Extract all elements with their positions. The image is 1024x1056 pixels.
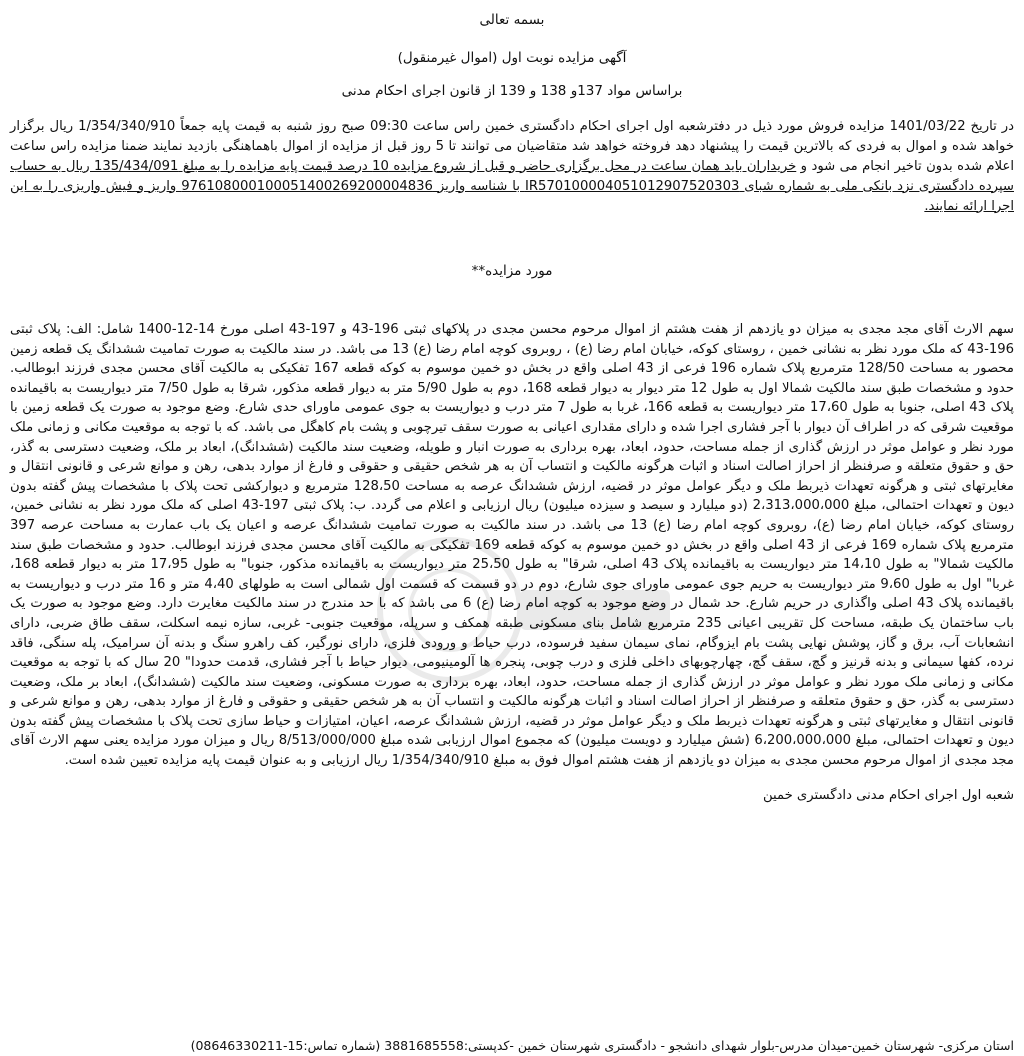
auction-description: سهم الارث آقای مجد مجدی به میزان دو یازدهم از هفت هشتم از اموال مرحوم محسن مجدی در پلاکهای ثبتی 196-43 و 197-43 اصلی مورخ 14-12-1400 شامل: الف: پلاک ثبتی 196-43 که ملک مورد نظر به نشانی خمین ، روستای کوکه، خیابان امام رضا (ع) ، روبروی کوچه امام رضا (ع) 13 می باشد. در سند مالکیت به صورت تمامیت ششدانگ یک قطعه زمین محصور به مساحت 128/50 مترمربع پلاک شماره 196 فرعی از 43 اصلی واقع در بخش دو خمین موسوم به کوکه قطعه 167 تفکیکی به مالکیت آقای محسن مجدی فرزند ابوطالب. حدود و مشخصات طبق سند مالکیت شمالا اول به طول 12 متر دیوار به دیوار قطعه 168، دوم به طول 5/90 متر به دیوار قطعه مذکور، شرقا به طول 7/50 متر دیواریست به باقیمانده پلاک 43 اصلی، جنوبا به طول 17،60 متر دیواریست به قطعه 166، غربا به طول 7 متر درب و دیواریست به جوی عمومی ماورای حدی شارع. وضع موجود به صورت یک قطعه زمین با موقعیت شرقی که در اطراف آن دیوار با آجر فشاری اجرا شده و دارای مقداری اعیانی به صورت سقف تیرچوبی و پشت بام کاهگل می باشد. که با توجه به موقعیت مکانی و زمانی ملک مورد نظر و عوامل موثر در ارزش گذاری از جمله مساحت، حدود، ابعاد، بهره برداری به صورت انبار و طویله، وضعیت سند مالکیت (ششدانگ)، ابعاد بر ملک، وضعیت دسترسی به گذر، حق و حقوق متعلقه و صرفنظر از احراز اصالت اسناد و اثبات هرگونه مالکیت و انتساب آن به هر شخص حقیقی و حقوقی و فارغ از موارد بدهی، رهن و موانع شرعی و قانونی انتقال و مغایرتهای ثبتی و هرگونه تعهدات ذیربط ملک و دیگر عوامل موثر در قضیه، ارزش ششدانگ عرصه به مساحت 128،50 مترمربع و دیوارکشی تحت پلاک با مشخصات پیش گفته بدون دیون و تعهدات احتمالی، مبلغ 2،313،000،000 (دو میلیارد و سیصد و سیزده میلیون) ریال ارزیابی و اعلام می گردد. ب: پلاک ثبتی 197-43 اصلی که ملک مورد نظر به نشانی خمین، روستای کوکه، خیابان امام رضا (ع)، روبروی کوچه امام رضا (ع) 13 می باشد. در سند مالکیت به صورت تمامیت ششدانگ عرصه و اعیان یک باب عمارت به مساحت عرصه 397 مترمربع پلاک شماره 169 فرعی از 43 اصلی واقع در بخش دو خمین موسوم به کوکه قطعه 169 تفکیکی به مالکیت آقای محسن مجدی فرزند ابوطالب. حدود و مشخصات طبق سند مالکیت شمالا" به طول 14،10 متر دیواریست به باقیمانده پلاک 43 اصلی، شرقا" به طول 25،50 متر دیواریست به باقیمانده مذکور، جنوبا" به طول 17،95 متر به دیوار قطعه 168، غربا" اول به طول 9،60 متر دیواریست به حریم جوی عمومی ماورای جوی شارع، دوم در دو قسمت که قسمت اول شمالی است به طولهای 4،40 متر و 16 متر درب و دیواریست به باقیمانده پلاک 43 اصلی واگذاری در حریم شارع. حد شمال در وضع موجود به کوچه امام رضا (ع) 6 می باشد که با حد مندرج در سند مالکیت مغایرت دارد. وضع موجود به صورت یک باب ساختمان یک طبقه، مساحت کل تقریبی اعیانی 235 مترمربع شامل بنای مسکونی طبقه همکف و سرپله، موقعیت جنوبی- غربی، سازه نیمه اسکلت، سقف طاق ضربی، دارای انشعابات آب، برق و گاز، پوشش نهایی پشت بام ایزوگام، نمای سیمان سفید فرسوده، درب حیاط و ورودی فلزی، دارای نورگیر، کف راهرو سنگ و بدنه آن سرامیک، پله سنگی، فاقد نرده، کفها سیمانی و بدنه قرنیز و گچ، سقف گچ، چهارچوبهای داخلی فلزی و درب چوبی، پنجره ها آلومینیومی، دیوار حیاط با آجر فشاری، قدمت حدودا" 20 سال که با توجه به موقعیت مکانی و زمانی ملک مورد نظر و عوامل موثر در ارزش گذاری از جمله مساحت، حدود، ابعاد، بهره برداری به صورت مسکونی، وضعیت سند مالکیت (ششدانگ)، ابعاد بر ملک، وضعیت دسترسی به گذر، حق و حقوق متعلقه و صرفنظر از احراز اصالت اسناد و اثبات هرگونه مالکیت و انتساب آن به هر شخص حقیقی و حقوقی و فارغ از موارد بدهی، رهن و موانع شرعی و قانونی انتقال و مغایرتهای ثبتی و هرگونه تعهدات ذیربط ملک و دیگر عوامل موثر در قضیه، ارزش ششدانگ عرصه، اعیان، امتیازات و حیاط سازی تحت پلاک با مشخصات پیش گفته بدون دیون و تعهدات احتمالی، مبلغ 6،200،000،000 (شش میلیارد و دویست میلیون) که مجموع اموال ارزیابی شده مبلغ 8/513/000/000 ریال و میزان مورد مزایده یعنی سهم الارث آقای مجد مجدی از اموال مرحوم محسن مجدی به میزان دو یازدهم از هفت هشتم اموال فوق به مبلغ 1/354/340/910 ریال ارزیابی و به عنوان قیمت پایه مزایده تعیین شده است. [10,322,1015,769]
notice-title: آگهی مزایده نوبت اول (اموال غیرمنقول) [397,49,627,66]
intro-text: در تاریخ 1401/03/22 مزایده فروش مورد ذیل در دفترشعبه اول اجرای احکام دادگستری خمین راس ساعت 09:30 صبح روز شنبه به قیمت پایه جمعاً 1/354/340/910 ریال برگزار خواهد شده و اموال به فردی که بالاترین قیمت را پیشنهاد دهد فروخته خواهد شد متقاضیان می توانند تا 5 روز قبل از مزایده از اموال باهماهنگی بازدید نمایند ضمنا مزایده راس ساعت اعلام شده بدون تاخیر انجام می شود و [10,118,1015,174]
intro-underlined-requirements: خریداران باید همان ساعت در محل برگزاری حاضر و قبل از شروع مزایده 10 درصد قیمت پایه مزایده را به مبلغ 135/434/091 ریال به حساب سپرده دادگستری نزد بانکی ملی به شماره شبای IR570100004051012907520303 با شناسه واریز 976108000100051400269200004836 واریز و فیش واریزی را به این اجرا ارائه نمایند. [10,158,1014,214]
auction-subject-heading: مورد مزایده** [471,262,553,279]
contact-footer: استان مرکزی- شهرستان خمین-میدان مدرس-بلوار شهدای دانشجو - دادگستری شهرستان خمین -کدپستی:3881685558 (شماره تماس:15-08646330211) [190,1037,1014,1053]
legal-basis-line: براساس مواد 137و 138 و 139 از قانون اجرای احکام مدنی [341,83,683,99]
intro-paragraph [10,117,1014,217]
invocation-heading: بسمه تعالی [479,12,545,28]
issuer-signature: شعبه اول اجرای احکام مدنی دادگستری خمین [762,787,1014,803]
